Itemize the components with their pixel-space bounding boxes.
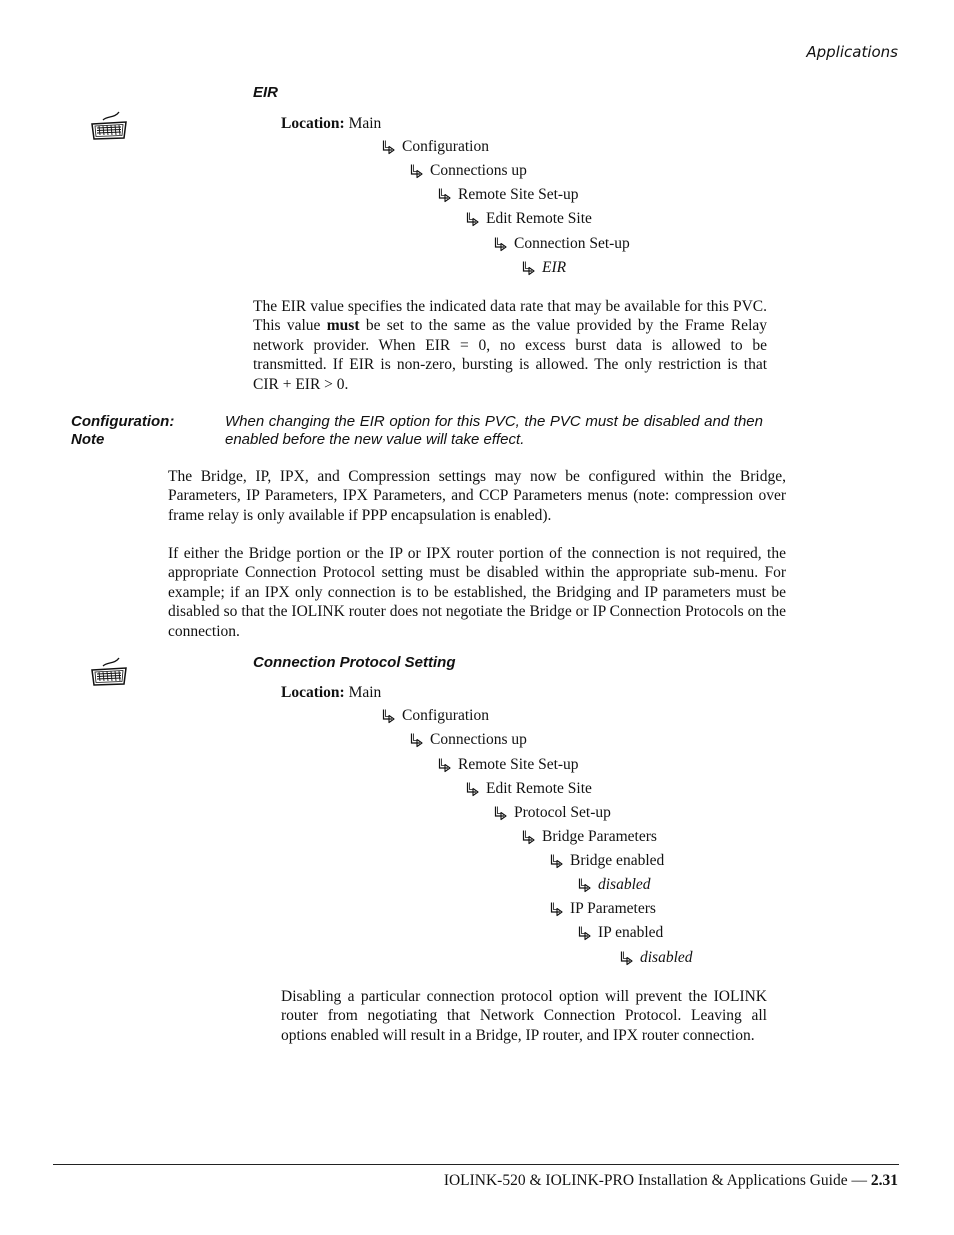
location-line [281,683,381,703]
footer-rule [53,1164,899,1165]
arrow-down-right-icon [576,925,593,942]
menu-path-item: Connections up [408,162,527,180]
note-label: Configuration: Note [71,413,175,448]
arrow-down-right-icon [380,139,397,156]
menu-path-item: Remote Site Set-up [436,186,579,204]
section-heading-protocol: Connection Protocol Setting [253,654,456,671]
arrow-down-right-icon [618,950,635,967]
arrow-down-right-icon [548,901,565,918]
note-text: When changing the EIR option for this PVC, the PVC must be disabled and then enabled before the new value will take effect. [225,413,763,448]
menu-path-item: Protocol Set-up [492,804,611,822]
menu-path-item: Configuration [380,707,489,725]
arrow-down-right-icon [436,187,453,204]
menu-path-item: EIR [520,259,566,277]
menu-path-item: Bridge enabled [548,852,664,870]
menu-path-item: Edit Remote Site [464,780,592,798]
arrow-down-right-icon [492,236,509,253]
page-number: 2.31 [870,1172,898,1189]
page-footer [444,1172,898,1190]
arrow-down-right-icon [464,781,481,798]
keyboard-icon [89,110,129,142]
arrow-down-right-icon [520,829,537,846]
protocol-description: Disabling a particular connection protocol option will prevent the IOLINK router from negotiating that Network Connection Protocol. Leaving all options enabled will result in a Bridge, IP router, and IPX router connection. [281,988,767,1044]
section-heading-eir: EIR [253,84,279,101]
eir-description: The EIR value specifies the indicated data rate that may be available for this PVC. This value must be set to the same as the value provided by the Frame Relay network provider. When EIR = 0, no excess burst data is allowed to be transmitted. If EIR is non-zero, bursting is allowed. The only restriction is that CIR + EIR > 0. [253,298,768,393]
running-header: Applications [806,43,898,61]
menu-path-item: disabled [618,949,693,967]
arrow-down-right-icon [408,732,425,749]
menu-path-item: Configuration [380,138,489,156]
arrow-down-right-icon [576,877,593,894]
body-paragraph: The Bridge, IP, IPX, and Compression settings may now be configured within the Bridge, Parameters, IP Parameters, IPX Parameters, and CCP Parameters menus (note: compression over frame relay is only available if PPP encapsulation is enabled). [168,468,786,524]
menu-path-item: IP enabled [576,924,663,942]
menu-path-item: Connection Set-up [492,235,630,253]
menu-path-item: Remote Site Set-up [436,756,579,774]
keyboard-icon [89,656,129,688]
arrow-down-right-icon [380,708,397,725]
menu-path-item: Connections up [408,731,527,749]
arrow-down-right-icon [548,853,565,870]
location-label: Location: [281,115,345,132]
menu-path-item: IP Parameters [548,900,656,918]
footer-title: IOLINK-520 & IOLINK-PRO Installation & Applications Guide — [443,1172,871,1189]
menu-path-item: Bridge Parameters [520,828,657,846]
arrow-down-right-icon [520,260,537,277]
menu-path-item: Edit Remote Site [464,210,592,228]
location-root: Main [348,115,382,132]
location-line [281,114,381,134]
menu-path-item: disabled [576,876,651,894]
arrow-down-right-icon [464,211,481,228]
arrow-down-right-icon [408,163,425,180]
body-paragraph: If either the Bridge portion or the IP or IPX router portion of the connection is not required, the appropriate Connection Protocol setting must be disabled within the appropriate sub-menu. For example; if an IPX only connection is to be established, the Bridging and IP parameters must be disabled so that the IOLINK router does not negotiate the Bridge or IP Connection Protocols on the connection. [168,545,786,640]
arrow-down-right-icon [436,757,453,774]
arrow-down-right-icon [492,805,509,822]
location-root: Main [348,684,382,701]
location-label: Location: [281,684,345,701]
